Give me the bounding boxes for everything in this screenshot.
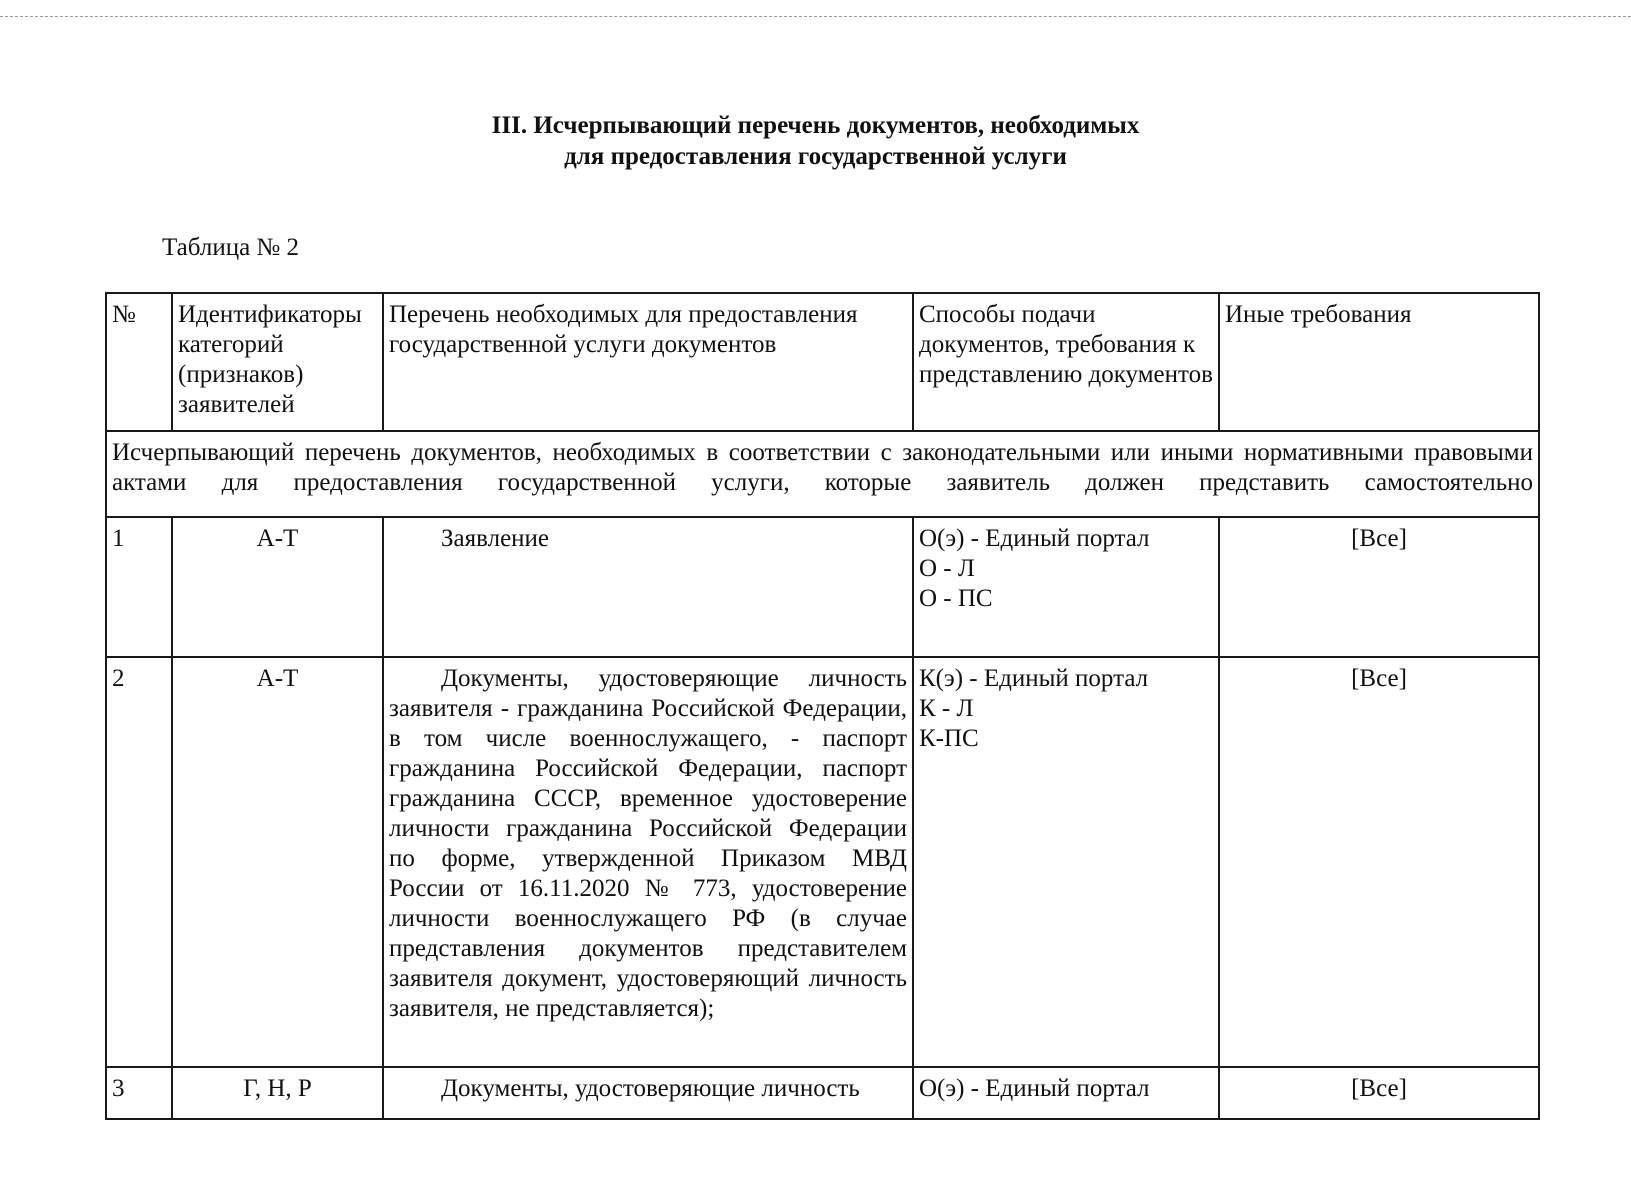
- row-num: 2: [106, 657, 172, 1067]
- method-item: О(э) - Единый портал: [919, 1075, 1150, 1102]
- table-row: [106, 657, 1539, 1067]
- table-row: [106, 1067, 1539, 1119]
- row-other: [Все]: [1219, 657, 1539, 1067]
- header-other: Иные требования: [1219, 293, 1539, 431]
- header-methods: Способы подачи документов, требования к представлению документов: [913, 293, 1219, 431]
- table-caption: Таблица № 2: [162, 234, 300, 261]
- method-item: К(э) - Единый портал: [919, 665, 1149, 692]
- row-methods: [913, 1067, 1219, 1119]
- table-header-row: [106, 293, 1539, 431]
- page-title: [0, 110, 1631, 172]
- row-document-text: Документы, удостоверяющие личность: [441, 1075, 860, 1102]
- title-line-2: для предоставления государственной услуги: [564, 143, 1067, 170]
- method-item: О - Л: [919, 555, 975, 582]
- title-line-1: III. Исчерпывающий перечень документов, необходимых: [491, 112, 1140, 139]
- header-num: №: [106, 293, 172, 431]
- row-methods: [913, 657, 1219, 1067]
- scan-edge-line: [0, 16, 1631, 17]
- documents-table: [105, 292, 1540, 1120]
- row-document: Заявление: [383, 517, 913, 657]
- method-item: К-ПС: [919, 725, 979, 752]
- row-identifiers: Г, Н, Р: [172, 1067, 383, 1119]
- row-num: 1: [106, 517, 172, 657]
- method-item: О - ПС: [919, 585, 993, 612]
- row-identifiers: А-Т: [172, 517, 383, 657]
- row-identifiers: А-Т: [172, 657, 383, 1067]
- row-document: [383, 1067, 913, 1119]
- section-heading: Исчерпывающий перечень документов, необходимых в соответствии с законодательными или иными нормативными правовыми актами для предоставления государственной услуги, которые заявитель должен представить самостоятельно: [106, 431, 1539, 517]
- method-item: К - Л: [919, 695, 974, 722]
- section-heading-row: [106, 431, 1539, 517]
- row-other: [Все]: [1219, 1067, 1539, 1119]
- row-other: [Все]: [1219, 517, 1539, 657]
- method-item: О(э) - Единый портал: [919, 525, 1150, 552]
- table-row: [106, 517, 1539, 657]
- row-num: 3: [106, 1067, 172, 1119]
- row-document: Документы, удостоверяющие личность заявителя - гражданина Российской Федерации, в том числе военнослужащего, - паспорт гражданина Российской Федерации, паспорт гражданина СССР, временное удостоверение личности гражданина Российской Федерации по форме, утвержденной Приказом МВД России от 16.11.2020 № 773, удостоверение личности военнослужащего РФ (в случае представления документов представителем заявителя документ, удостоверяющий личность заявителя, не представляется);: [383, 657, 913, 1067]
- header-documents: Перечень необходимых для предоставления государственной услуги документов: [383, 293, 913, 431]
- row-methods: [913, 517, 1219, 657]
- header-identifiers: Идентификаторы категорий (признаков) заявителей: [172, 293, 383, 431]
